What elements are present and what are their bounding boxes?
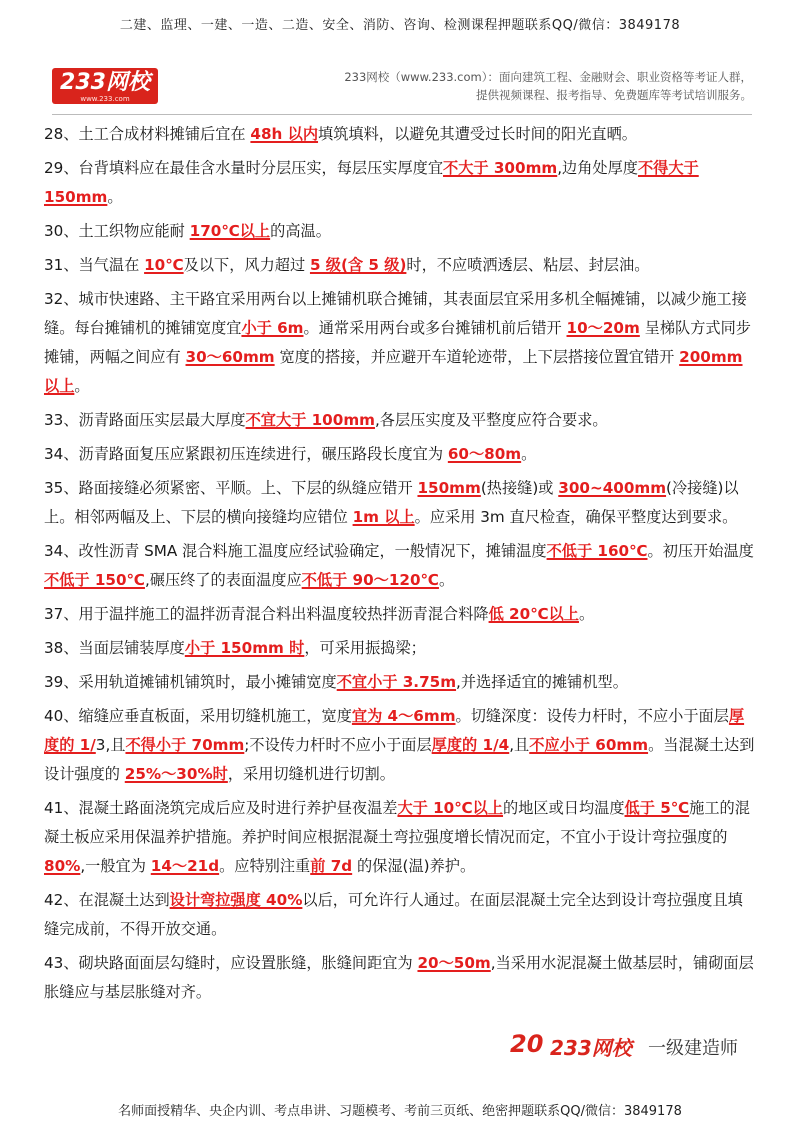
note-text: 填筑填料，以避免其遭受过长时间的阳光直晒。 (318, 125, 637, 143)
key-value-highlight: 不低于 90～120℃ (301, 571, 439, 589)
logo-url: www.233.com (80, 95, 130, 103)
key-value-highlight: 前 7d (310, 857, 353, 875)
key-value-highlight: 10～20m (566, 319, 640, 337)
key-value-highlight: 不大于 300mm (443, 159, 558, 177)
anniversary-mark: 20 (510, 1030, 544, 1058)
footer-brand (510, 1028, 750, 1062)
note-item (44, 794, 756, 881)
key-value-highlight: 170℃以上 (189, 222, 271, 240)
key-value-highlight: 300~400mm (558, 479, 667, 497)
note-text: 31、当气温在 (44, 256, 145, 274)
header-line-2: 提供视频课程、报考指导、免费题库等考试培训服务。 (476, 88, 752, 102)
notes-list (44, 120, 756, 1012)
note-text: 。 (578, 605, 595, 623)
note-text: 34、改性沥青 SMA 混合料施工温度应经试验确定，一般情况下，摊铺温度 (44, 542, 547, 560)
note-item (44, 600, 756, 629)
key-value-highlight: 25%～30%时 (124, 765, 228, 783)
note-item (44, 440, 756, 469)
top-contact-banner: 二建、监理、一建、一造、二造、安全、消防、咨询、检测课程押题联系QQ/微信：3849178 (119, 18, 681, 33)
note-text: 3,且 (95, 736, 126, 754)
page-header (52, 66, 752, 112)
key-value-highlight: 80% (44, 857, 81, 875)
header-line-1: 233网校（www.233.com）：面向建筑工程、金融财会、职业资格等考证人群， (344, 70, 752, 84)
key-value-highlight: 厚度的 1/ (44, 707, 745, 754)
note-item (44, 251, 756, 280)
note-text: 。应采用 3m 直尺检查，确保平整度达到要求。 (414, 508, 738, 526)
note-text: 的高温。 (270, 222, 331, 240)
key-value-highlight: 60～80m (447, 445, 522, 463)
note-text: 38、当面层铺装厚度 (44, 639, 185, 657)
key-value-highlight: 设计弯拉强度 40% (169, 891, 303, 909)
note-text: 。 (521, 445, 537, 463)
note-text: (热接缝)或 (480, 479, 559, 497)
note-item (44, 154, 756, 212)
note-text: 30、土工织物应能耐 (44, 222, 190, 240)
logo-text: 233网校 (60, 70, 150, 95)
header-divider (52, 114, 752, 115)
key-value-highlight: 150mm (417, 479, 481, 497)
note-text: 35、路面接缝必须紧密、平顺。上、下层的纵缝应错开 (44, 479, 418, 497)
brand-logo (52, 68, 158, 104)
key-value-highlight: 不宜小于 3.75m (336, 673, 457, 691)
note-text: 宽度的搭接，并应避开车道轮迹带，上下层搭接位置宜错开 (274, 348, 680, 366)
note-text: 。当混凝土达到设计强度的 (44, 736, 755, 783)
note-item (44, 120, 756, 149)
note-text: 43、砌块路面面层勾缝时，应设置胀缝，胀缝间距宜为 (44, 954, 418, 972)
note-text: 及以下，风力超过 (183, 256, 310, 274)
note-item (44, 217, 756, 246)
exam-label: 一级建造师 (648, 1038, 738, 1059)
note-text: 时，不应喷洒透层、粘层、封层油。 (406, 256, 650, 274)
note-text: 28、土工合成材料摊铺后宜在 (44, 125, 251, 143)
note-text: (冷接缝)以上。相邻两幅及上、下层的横向接缝均应错位 (44, 479, 739, 526)
note-text: 41、混凝土路面浇筑完成后应及时进行养护昼夜温差 (44, 799, 398, 817)
note-text: 的地区或日均温度 (503, 799, 625, 817)
key-value-highlight: 48h 以内 (250, 125, 319, 143)
note-text: ;不设传力杆时不应小于面层 (244, 736, 432, 754)
note-text: 呈梯队方式同步摊铺，两幅之间应有 (44, 319, 751, 366)
note-text: 。应特别注重 (219, 857, 311, 875)
note-item (44, 406, 756, 435)
note-text: 32、城市快速路、主干路宜采用两台以上摊铺机联合摊铺，其表面层宜采用多机全幅摊铺，以减少施工接缝。每台摊铺机的摊铺宽度宜 (44, 290, 747, 337)
key-value-highlight: 不得大于 150mm (44, 159, 699, 206)
note-text: 。切缝深度：设传力杆时，不应小于面层 (455, 707, 729, 725)
note-item (44, 537, 756, 595)
note-item (44, 949, 756, 1007)
key-value-highlight: 不低于 160℃ (546, 542, 648, 560)
header-description (344, 68, 752, 104)
key-value-highlight: 低于 5℃ (624, 799, 690, 817)
note-text: 33、沥青路面压实层最大厚度 (44, 411, 246, 429)
key-value-highlight: 不低于 150℃ (44, 571, 145, 589)
key-value-highlight: 小于 6m (241, 319, 304, 337)
note-text: 。通常采用两台或多台摊铺机前后错开 (303, 319, 567, 337)
note-text: 的保湿(温)养护。 (352, 857, 476, 875)
note-item (44, 668, 756, 697)
note-text: 40、缩缝应垂直板面，采用切缝机施工，宽度 (44, 707, 352, 725)
note-item (44, 886, 756, 944)
key-value-highlight: 1m 以上 (352, 508, 415, 526)
note-item (44, 634, 756, 663)
note-text: 。 (74, 377, 90, 395)
key-value-highlight: 20～50m (417, 954, 491, 972)
note-item (44, 285, 756, 401)
key-value-highlight: 低 20℃以上 (488, 605, 579, 623)
key-value-highlight: 200mm 以上 (44, 348, 743, 395)
note-text: 37、用于温拌施工的温拌沥青混合料出料温度较热拌沥青混合料降 (44, 605, 489, 623)
note-text: ,并选择适宜的摊铺机型。 (456, 673, 628, 691)
note-text: 。初压开始温度 (647, 542, 754, 560)
note-text: ,一般宜为 (80, 857, 151, 875)
note-text: ,边角处厚度 (557, 159, 638, 177)
note-text: 29、台背填料应在最佳含水量时分层压实，每层压实厚度宜 (44, 159, 444, 177)
note-text: ,当采用水泥混凝土做基层时，铺砌面层胀缝应与基层胀缝对齐。 (44, 954, 754, 1001)
note-text: 以后，可允许行人通过。在面层混凝土完全达到设计弯拉强度且填缝完成前，不得开放交通。 (44, 891, 743, 938)
key-value-highlight: 5 级(含 5 级) (309, 256, 407, 274)
note-item (44, 474, 756, 532)
note-text: 。 (438, 571, 455, 589)
note-text: ，采用切缝机进行切割。 (227, 765, 395, 783)
note-text: 施工的混凝土板应采用保温养护措施。养护时间应根据混凝土弯拉强度增长情况而定，不宜小于设计弯拉强度的 (44, 799, 750, 846)
note-text: ,且 (509, 736, 530, 754)
key-value-highlight: 不得小于 70mm (125, 736, 245, 754)
key-value-highlight: 大于 10℃以上 (397, 799, 504, 817)
note-text: 39、采用轨道摊铺机铺筑时，最小摊铺宽度 (44, 673, 337, 691)
note-text: 42、在混凝土达到 (44, 891, 170, 909)
key-value-highlight: 14～21d (150, 857, 220, 875)
key-value-highlight: 宜为 4～6mm (351, 707, 456, 725)
key-value-highlight: 厚度的 1/4 (431, 736, 510, 754)
key-value-highlight: 30～60mm (185, 348, 275, 366)
note-text: 。 (107, 188, 123, 206)
note-text: ,各层压实度及平整度应符合要求。 (374, 411, 608, 429)
footer-logo: 233网校 (550, 1036, 632, 1060)
note-text: ,碾压终了的表面温度应 (144, 571, 302, 589)
key-value-highlight: 10℃ (144, 256, 184, 274)
key-value-highlight: 小于 150mm 时 (184, 639, 305, 657)
note-item (44, 702, 756, 789)
key-value-highlight: 不应小于 60mm (529, 736, 649, 754)
note-text: ，可采用振捣梁； (304, 639, 426, 657)
bottom-contact-banner: 名师面授精华、央企内训、考点串讲、习题模考、考前三页纸、绝密押题联系QQ/微信：3849178 (118, 1104, 682, 1119)
key-value-highlight: 不宜大于 100mm (245, 411, 375, 429)
note-text: 34、沥青路面复压应紧跟初压连续进行，碾压路段长度宜为 (44, 445, 448, 463)
